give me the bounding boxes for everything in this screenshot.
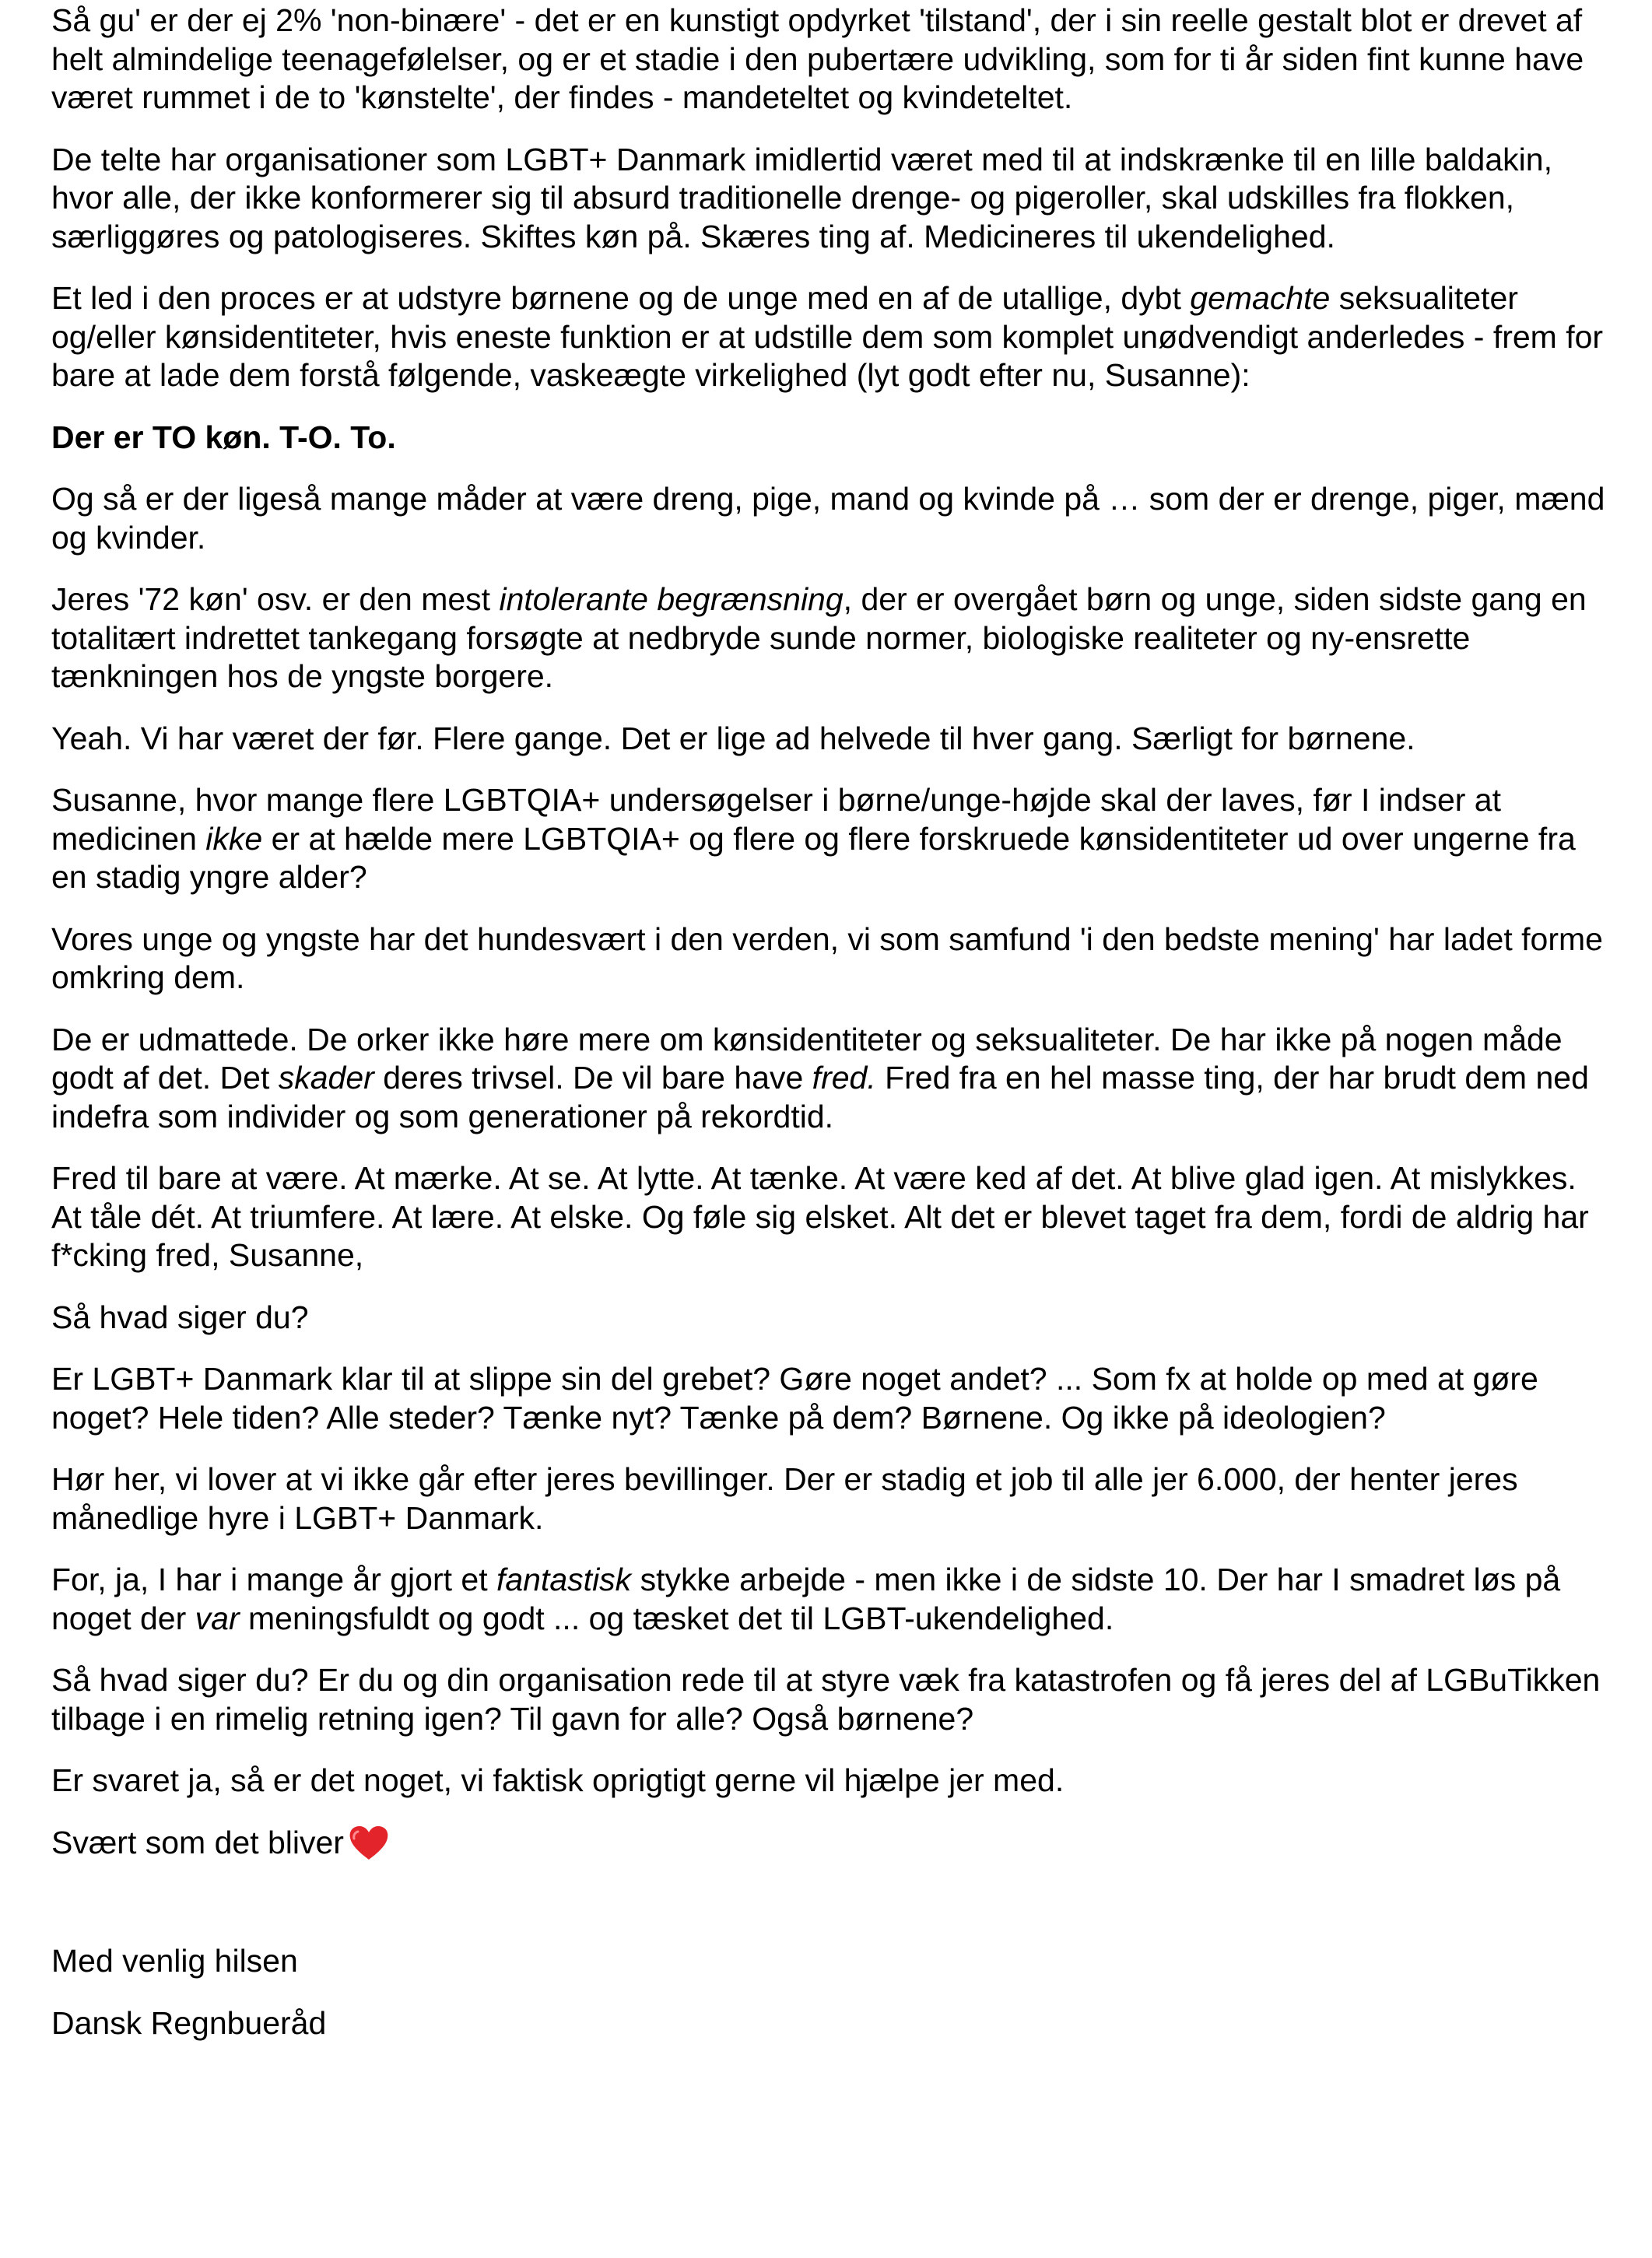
paragraph-text: Så gu' er der ej 2% 'non-binære' - det er en kunstigt opdyrket 'tilstand', der i sin reelle gestalt blot er drevet af helt almindelige teenagefølelser, og er et stadie i den pubertære udvikling, som for ti år siden fint kunne have været rummet i de to 'kønstelte', der findes - mandeteltet og kvindeteltet. (51, 2, 1584, 115)
body-paragraph (51, 1021, 1605, 1137)
paragraph-text: Så hvad siger du? Er du og din organisation rede til at styre væk fra katastrofen og få jeres del af LGBuTikken tilbage i en rimelig retning igen? Til gavn for alle? Også børnene? (51, 1662, 1601, 1737)
paragraph-text: Fred til bare at være. At mærke. At se. At lytte. At tænke. At være ked af det. At blive glad igen. At mislykkes. At tåle dét. At triumfere. At lære. At elske. Og føle sig elsket. Alt det er blevet taget fra dem, fordi de aldrig har f*cking fred, Susanne, (51, 1160, 1589, 1273)
body-paragraph (51, 1561, 1605, 1638)
paragraph-text: De telte har organisationer som LGBT+ Danmark imidlertid været med til at indskrænke til en lille baldakin, hvor alle, der ikke konformerer sig til absurd traditionelle drenge- og pigeroller, skal udskilles fra flokken, særliggøres og patologiseres. Skiftes køn på. Skæres ting af. Medicineres til ukendelighed. (51, 141, 1552, 254)
paragraph-text: deres trivsel. De vil bare have (374, 1060, 812, 1096)
letter-body (51, 2, 1605, 1800)
body-paragraph (51, 1159, 1605, 1275)
body-paragraph (51, 480, 1605, 557)
body-paragraph (51, 2, 1605, 117)
body-paragraph (51, 1661, 1605, 1738)
paragraph-text: er at hælde mere LGBTQIA+ og flere og flere forskruede kønsidentiteter ud over ungerne fra en stadig yngre alder? (51, 820, 1576, 895)
body-paragraph (51, 781, 1605, 897)
emphasized-text: fred. (812, 1060, 876, 1096)
paragraph-text: meningsfuldt og godt ... og tæsket det til LGBT-ukendelighed. (239, 1600, 1114, 1636)
body-paragraph (51, 1460, 1605, 1537)
emphasized-text: var (195, 1600, 240, 1636)
paragraph-text: Er LGBT+ Danmark klar til at slippe sin del grebet? Gøre noget andet? ... Som fx at holde op med at gøre noget? Hele tiden? Alle steder? Tænke nyt? Tænke på dem? Børnene. Og ikke på ideologien? (51, 1361, 1538, 1436)
red-heart-icon (349, 1825, 389, 1871)
paragraph-text: , der er overgået børn og unge, siden sidste gang en totalitært indrettet tankegang forsøgte at nedbryde sunde normer, biologiske realiteter og ny-ensrette tænkningen hos de yngste borgere. (51, 581, 1587, 694)
paragraph-text: Yeah. Vi har været der før. Flere gange. Det er lige ad helvede til hver gang. Særligt for børnene. (51, 720, 1415, 756)
emphasized-text: intolerante begrænsning (499, 581, 844, 617)
body-paragraph (51, 1762, 1605, 1800)
paragraph-text: Et led i den proces er at udstyre børnene og de unge med en af de utallige, dybt (51, 280, 1191, 316)
paragraph-text: Fred fra en hel masse ting, der har brudt dem ned indefra som individer og som generationer på rekordtid. (51, 1060, 1589, 1134)
body-paragraph (51, 141, 1605, 257)
emphasized-text: gemachte (1190, 280, 1331, 316)
closing-line (51, 1824, 1605, 1871)
body-paragraph (51, 419, 1605, 458)
paragraph-text: Så hvad siger du? (51, 1299, 309, 1335)
emphasized-text: skader (278, 1060, 374, 1096)
signature-name: Dansk Regnbueråd (51, 2004, 327, 2041)
signature-block (51, 1942, 1605, 2042)
emphasized-text: ikke (205, 820, 263, 857)
signature-greeting: Med venlig hilsen (51, 1943, 298, 1979)
closing-text: Svært som det bliver (51, 1824, 344, 1860)
paragraph-text: Og så er der ligeså mange måder at være dreng, pige, mand og kvinde på … som der er drenge, piger, mænd og kvinder. (51, 481, 1605, 556)
paragraph-text: De er udmattede. De orker ikke høre mere om kønsidentiteter og seksualiteter. De har ikke på nogen måde godt af det. Det (51, 1021, 1563, 1096)
body-paragraph (51, 920, 1605, 998)
body-paragraph (51, 580, 1605, 696)
body-paragraph (51, 279, 1605, 395)
paragraph-text: Hør her, vi lover at vi ikke går efter jeres bevillinger. Der er stadig et job til alle jer 6.000, der henter jeres månedlige hyre i LGBT+ Danmark. (51, 1461, 1518, 1536)
paragraph-text: stykke arbejde - men ikke i de sidste 10. Der har I smadret løs på noget der (51, 1562, 1561, 1636)
emphasized-text: fantastisk (496, 1562, 632, 1597)
paragraph-text: seksualiteter og/eller kønsidentiteter, hvis eneste funktion er at udstille dem som komplet unødvendigt anderledes - frem for bare at lade dem forstå følgende, vaskeægte virkelighed (lyt godt efter nu, Susanne): (51, 280, 1604, 393)
body-paragraph (51, 1360, 1605, 1437)
paragraph-text: Er svaret ja, så er det noget, vi faktisk oprigtigt gerne vil hjælpe jer med. (51, 1762, 1065, 1798)
paragraph-text: For, ja, I har i mange år gjort et (51, 1562, 496, 1597)
body-paragraph (51, 1299, 1605, 1338)
paragraph-text: Vores unge og yngste har det hundesvært i den verden, vi som samfund 'i den bedste mening' har ladet forme omkring dem. (51, 920, 1603, 995)
paragraph-text: Jeres '72 køn' osv. er den mest (51, 581, 500, 617)
signature-spacer (51, 1893, 1605, 1942)
body-paragraph (51, 720, 1605, 759)
paragraph-text: Susanne, hvor mange flere LGBTQIA+ undersøgelser i børne/unge-højde skal der laves, før I indser at medicinen (51, 782, 1501, 857)
paragraph-text: Der er TO køn. T-O. To. (51, 419, 396, 455)
